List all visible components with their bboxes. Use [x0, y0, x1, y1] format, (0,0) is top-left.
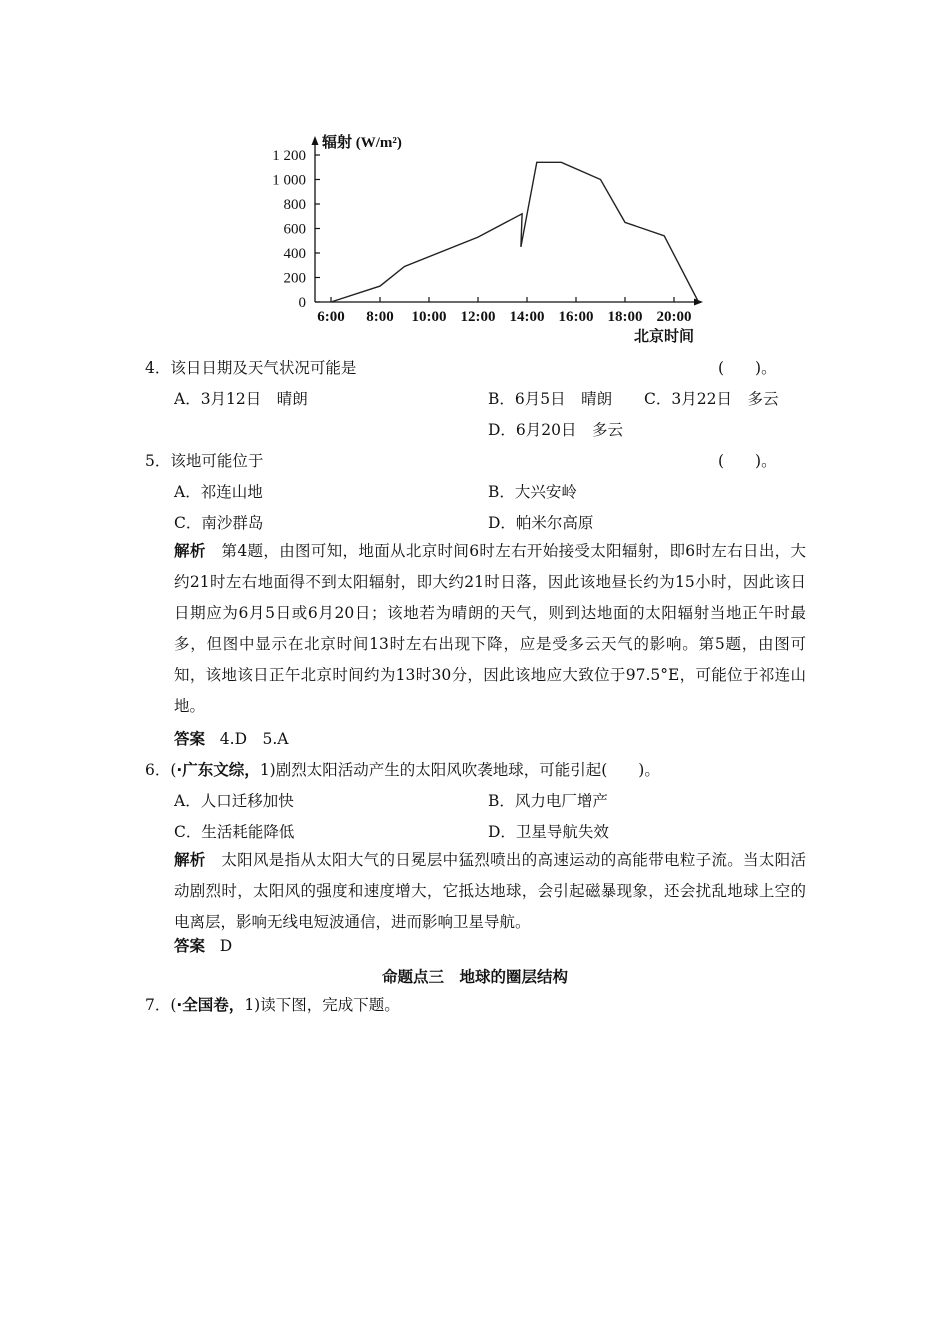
y-tick-label: 200: [283, 270, 306, 287]
answer-q4-q5: [174, 727, 289, 749]
answer-label: 答案: [174, 730, 206, 748]
x-tick-label: 8:00: [366, 309, 394, 325]
q6-text: 1)剧烈太阳活动产生的太阳风吹袭地球，可能引起( )。: [259, 761, 660, 779]
q7-source: ·全国卷，: [176, 996, 245, 1014]
y-tick-label: 0: [298, 295, 306, 311]
q6-option-a: A．人口迁移加快: [174, 792, 294, 810]
q5-option-b: B．大兴安岭: [488, 483, 577, 501]
y-tick-labels: [272, 148, 306, 311]
q5-option-c: C．南沙群岛: [174, 514, 264, 532]
q5-stem: 5．该地可能位于: [145, 452, 264, 470]
y-tick-label: 1 000: [272, 172, 306, 189]
answer-text: 4.D 5.A: [219, 730, 289, 748]
q4-option-c: C．3月22日 多云: [644, 390, 779, 408]
q7-number: 7．(: [145, 996, 177, 1014]
x-tick-label: 14:00: [509, 309, 545, 325]
q6-source: ·广东文综，: [176, 761, 260, 779]
radiation-series-line: [331, 162, 699, 302]
q7-stem: [145, 993, 400, 1015]
analysis-text: 太阳风是指从太阳大气的日冕层中猛烈喷出的高速运动的高能带电粒子流。当太阳活动剧烈时，太阳风的强度和速度增大，它抵达地球，会引起磁暴现象，还会扰乱地球上空的电离层，影响无线电短波通信，进而影响卫星导航。: [174, 851, 806, 931]
analysis-q4-q5: [174, 536, 806, 722]
q6-stem: [145, 758, 660, 780]
x-tick-label: 12:00: [460, 309, 496, 325]
y-tick-label: 600: [283, 221, 306, 238]
radiation-line-chart: [230, 120, 720, 350]
x-tick-label: 6:00: [317, 309, 345, 325]
analysis-q6: [174, 845, 806, 938]
y-axis-arrow: [312, 136, 319, 145]
q6-number: 6．(: [145, 761, 177, 779]
x-tick-label: 20:00: [656, 309, 692, 325]
q6-option-b: B．风力电厂增产: [488, 792, 608, 810]
x-axis-title: 北京时间: [634, 329, 695, 345]
section-title: 命题点三 地球的圈层结构: [381, 968, 568, 986]
q5-option-d: D．帕米尔高原: [488, 514, 594, 532]
answer-label: 答案: [174, 937, 206, 955]
y-tick-label: 400: [283, 246, 306, 262]
y-tick-label: 800: [283, 197, 306, 213]
q4-stem: 4．该日日期及天气状况可能是: [145, 359, 357, 377]
q4-option-b: B．6月5日 晴朗: [488, 390, 613, 408]
x-tick-labels: [317, 309, 691, 325]
q7-text: 1)读下图，完成下题。: [244, 996, 400, 1014]
answer-q6: [174, 934, 232, 956]
x-tick-label: 18:00: [607, 309, 643, 325]
q4-answer-blank: ( )。: [718, 359, 777, 377]
y-tick-label: 1 200: [272, 148, 306, 164]
analysis-text: 第4题，由图可知，地面从北京时间6时左右开始接受太阳辐射，即6时左右日出，大约21时左右地面得不到太阳辐射，即大约21时日落，因此该地昼长约为15小时，因此该日日期应为6月5日或6月20日；该地若为晴朗的天气，则到达地面的太阳辐射当地正午时最多，但图中显示在北京时间13时左右出现下降，应是受多云天气的影响。第5题，由图可知，该地该日正午北京时间约为13时30分，因此该地应大致位于97.5°E，可能位于祁连山地。: [174, 542, 807, 715]
q6-option-c: C．生活耗能降低: [174, 823, 295, 841]
analysis-label: 解析: [174, 542, 206, 560]
q5-option-a: A．祁连山地: [174, 483, 263, 501]
q6-option-d: D．卫星导航失效: [488, 823, 609, 841]
q4-option-a: A．3月12日 晴朗: [174, 390, 308, 408]
x-tick-label: 16:00: [558, 309, 594, 325]
answer-text: D: [219, 937, 233, 955]
y-axis-title: 辐射 (W/m²): [322, 135, 402, 151]
q4-option-d: D．6月20日 多云: [488, 421, 624, 439]
analysis-label: 解析: [174, 851, 206, 869]
x-tick-label: 10:00: [411, 309, 447, 325]
q5-answer-blank: ( )。: [718, 452, 777, 470]
